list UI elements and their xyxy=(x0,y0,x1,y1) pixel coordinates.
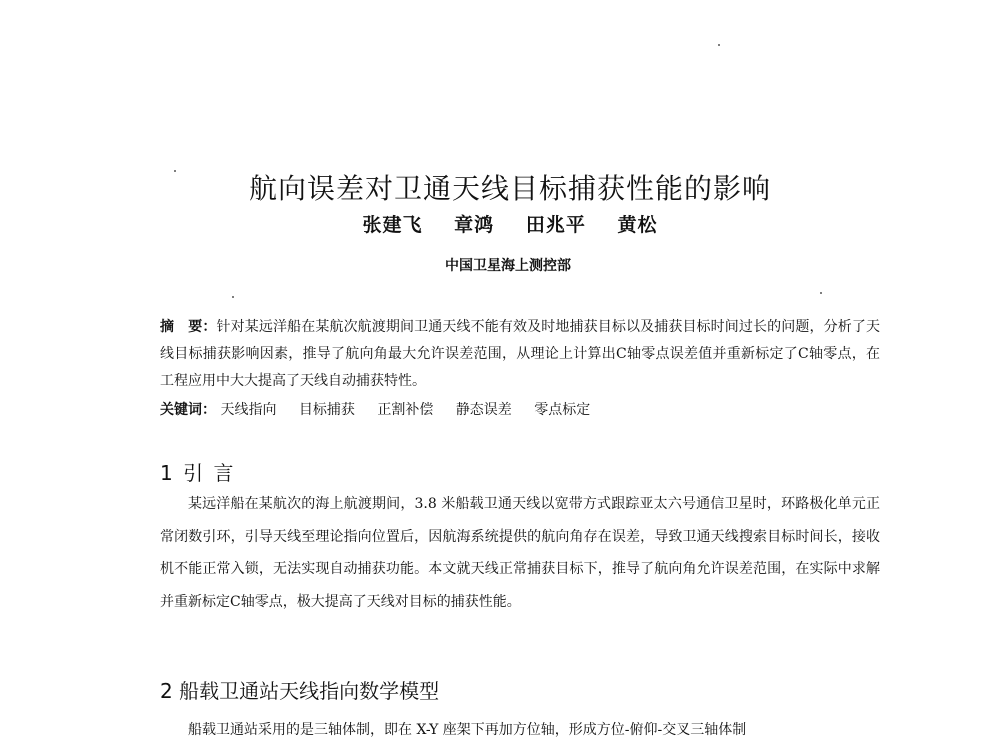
keywords xyxy=(160,398,880,422)
keyword: 零点标定 xyxy=(534,402,591,418)
author-name: 张建飞 xyxy=(362,214,423,236)
scan-speck xyxy=(820,292,822,294)
author-list xyxy=(0,210,1000,237)
paper-title: 航向误差对卫通天线目标捕获性能的影响 xyxy=(248,171,771,205)
abstract-label: 摘 要： xyxy=(160,319,217,335)
keyword: 目标捕获 xyxy=(298,402,355,418)
section-heading-pointing-model: 2 船载卫通站天线指向数学模型 xyxy=(160,679,440,703)
scan-speck xyxy=(718,44,720,46)
keyword: 静态误差 xyxy=(455,402,512,418)
section-body-pointing-model: 船载卫通站采用的是三轴体制，即在 X-Y 座架下再加方位轴，形成方位-俯仰-交叉三轴体制 xyxy=(188,722,747,738)
keywords-label: 关键词： xyxy=(160,402,216,418)
affiliation: 中国卫星海上测控部 xyxy=(445,258,571,274)
keyword: 天线指向 xyxy=(220,402,277,418)
abstract xyxy=(160,314,880,395)
author-name: 章鸿 xyxy=(454,214,495,236)
scan-speck xyxy=(232,296,234,298)
keyword: 正割补偿 xyxy=(377,402,434,418)
author-name: 田兆平 xyxy=(525,214,586,236)
author-name: 黄松 xyxy=(617,214,658,236)
abstract-text: 针对某远洋船在某航次航渡期间卫通天线不能有效及时地捕获目标以及捕获目标时间过长的问题，分析了天线目标捕获影响因素，推导了航向角最大允许误差范围，从理论上计算出C轴零点误差值并重新标定了C轴零点，在工程应用中大大提高了天线自动捕获特性。 xyxy=(160,319,881,389)
section-heading-introduction: 1 引 言 xyxy=(160,461,236,485)
section-body-introduction: 某远洋船在某航次的海上航渡期间，3.8 米船载卫通天线以宽带方式跟踪亚太六号通信卫星时，环路极化单元正常闭数引环，引导天线至理论指向位置后，因航海系统提供的航向角存在误差，导致卫通天线搜索目标时间长，接收机不能正常入锁，无法实现自动捕获功能。本文就天线正常捕获目标下，推导了航向角允许误差范围，在实际中求解并重新标定C轴零点，极大提高了天线对目标的捕获性能。 xyxy=(160,496,880,610)
